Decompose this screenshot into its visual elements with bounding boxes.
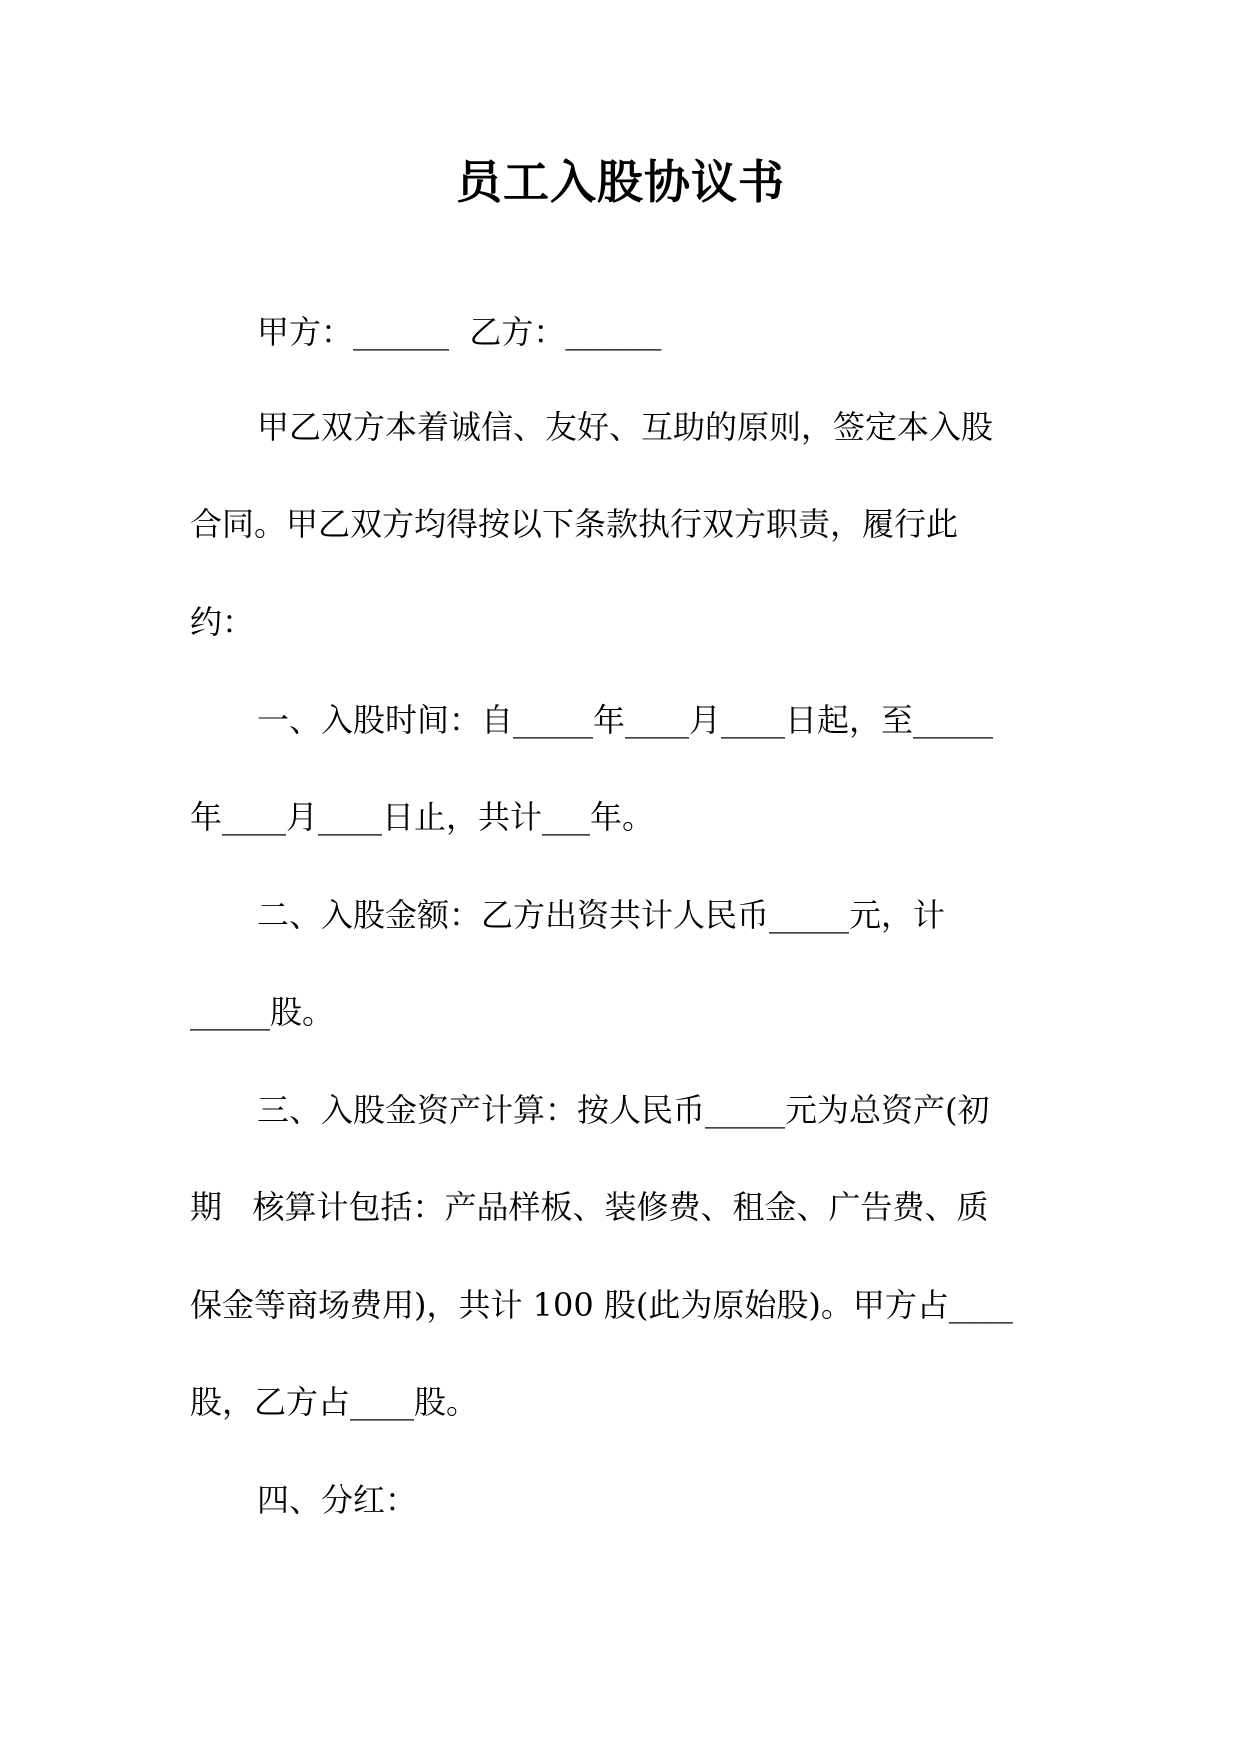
- clause-3-line: 期 核算计包括：产品样板、装修费、租金、广告费、质: [190, 1188, 989, 1226]
- clause-2-line: 二、入股金额：乙方出资共计人民币_____元，计: [257, 896, 946, 934]
- clause-3-line: 三、入股金资产计算：按人民币_____元为总资产(初: [257, 1091, 990, 1129]
- parties-line: 甲方：______ 乙方：______: [257, 313, 662, 351]
- clause-1-line: 年____月____日止，共计___年。: [190, 798, 655, 836]
- paragraph-line: 约：: [190, 603, 255, 641]
- document-title: 员工入股协议书: [456, 155, 785, 209]
- paragraph-line: 甲乙双方本着诚信、友好、互助的原则，签定本入股: [257, 408, 994, 446]
- clause-3-line: 股，乙方占____股。: [190, 1383, 479, 1421]
- clause-2-line: _____股。: [190, 993, 335, 1031]
- clause-4-heading: 四、分红：: [257, 1481, 418, 1519]
- clause-3-line: 保金等商场费用)，共计 100 股(此为原始股)。甲方占____: [190, 1286, 1013, 1324]
- clause-1-line: 一、入股时间：自_____年____月____日起，至_____: [257, 701, 994, 739]
- paragraph-line: 合同。甲乙双方均得按以下条款执行双方职责，履行此: [190, 505, 959, 543]
